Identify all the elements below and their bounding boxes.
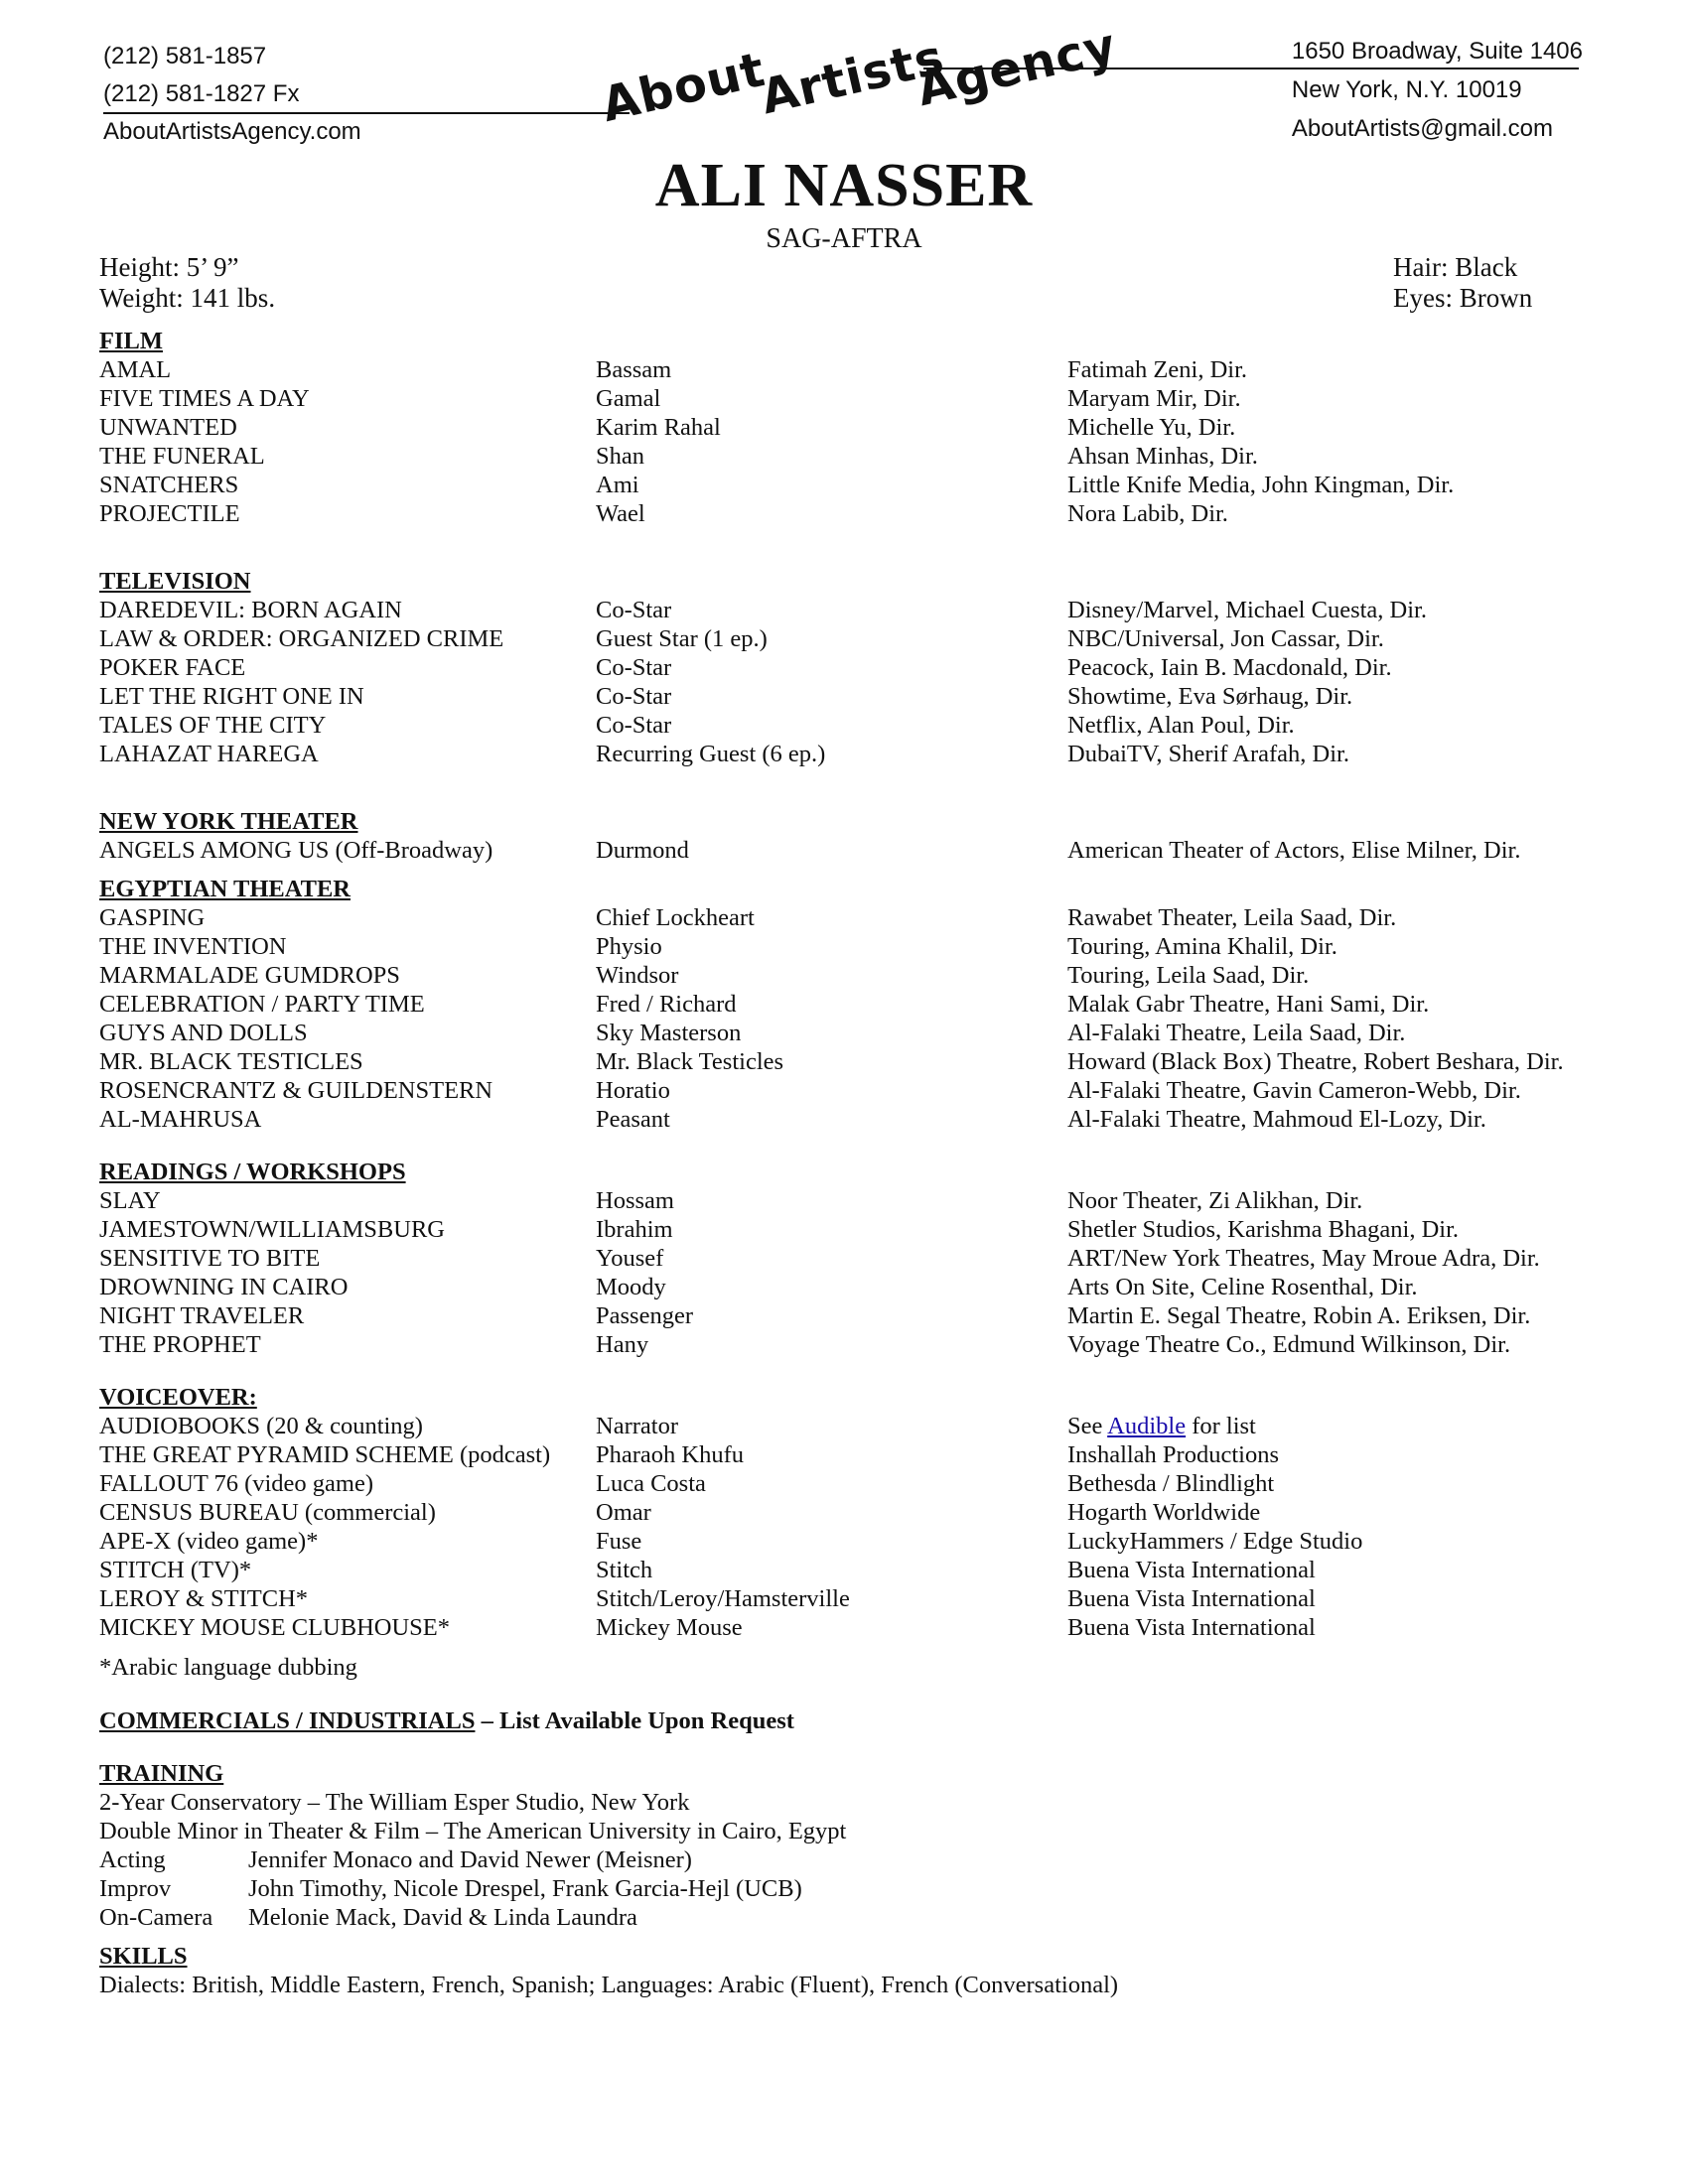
agency-phone: (212) 581-1857 — [103, 43, 267, 69]
credit-row — [99, 1047, 1589, 1076]
credit-title: CELEBRATION / PARTY TIME — [99, 991, 425, 1018]
credit-title: LAW & ORDER: ORGANIZED CRIME — [99, 625, 504, 652]
actor-eyes: Eyes: Brown — [1393, 283, 1533, 313]
actor-stats-left — [99, 252, 275, 314]
credit-title: THE FUNERAL — [99, 443, 265, 470]
credit-title: STITCH (TV)* — [99, 1557, 252, 1583]
credit-company: Hogarth Worldwide — [1067, 1499, 1261, 1526]
credit-company: American Theater of Actors, Elise Milner, Dir. — [1067, 837, 1521, 864]
credit-role: Chief Lockheart — [596, 904, 755, 931]
training-label: Improv — [99, 1875, 172, 1902]
credit-row — [99, 1613, 1589, 1642]
credit-role: Moody — [596, 1274, 666, 1300]
credit-row — [99, 711, 1589, 740]
credit-role: Stitch/Leroy/Hamsterville — [596, 1585, 850, 1612]
credit-title: TALES OF THE CITY — [99, 712, 327, 739]
credit-company: Rawabet Theater, Leila Saad, Dir. — [1067, 904, 1397, 931]
credit-role: Co-Star — [596, 683, 672, 710]
credit-title: GUYS AND DOLLS — [99, 1020, 308, 1046]
credit-role: Shan — [596, 443, 644, 470]
credit-row — [99, 1584, 1589, 1613]
actor-union: SAG-AFTRA — [766, 223, 922, 254]
training-row — [99, 1903, 1589, 1932]
credit-title: DAREDEVIL: BORN AGAIN — [99, 597, 402, 623]
training-value: Melonie Mack, David & Linda Laundra — [248, 1904, 637, 1931]
agency-website: AboutArtistsAgency.com — [103, 118, 361, 145]
credit-row — [99, 1105, 1589, 1134]
credit-company: Touring, Leila Saad, Dir. — [1067, 962, 1310, 989]
agency-logo — [596, 17, 1122, 134]
credit-company: Little Knife Media, John Kingman, Dir. — [1067, 472, 1455, 498]
credit-row — [99, 1527, 1589, 1556]
credit-title: DROWNING IN CAIRO — [99, 1274, 349, 1300]
credit-role: Luca Costa — [596, 1470, 706, 1497]
credit-company: Martin E. Segal Theatre, Robin A. Eriksen, Dir. — [1067, 1302, 1531, 1329]
commercials-line — [99, 1706, 1589, 1735]
credit-title: FALLOUT 76 (video game) — [99, 1470, 374, 1497]
credit-role: Wael — [596, 500, 645, 527]
credit-company: Touring, Amina Khalil, Dir. — [1067, 933, 1337, 960]
television-credits — [99, 596, 1589, 768]
credit-row — [99, 990, 1589, 1019]
credit-title: THE GREAT PYRAMID SCHEME (podcast) — [99, 1441, 551, 1468]
agency-email: AboutArtists@gmail.com — [1291, 115, 1553, 142]
credit-row — [99, 499, 1589, 528]
credit-role: Gamal — [596, 385, 661, 412]
section-title-ny-theater: NEW YORK THEATER — [99, 808, 358, 835]
credit-company: Al-Falaki Theatre, Leila Saad, Dir. — [1067, 1020, 1406, 1046]
credit-company: Nora Labib, Dir. — [1067, 500, 1228, 527]
readings-credits — [99, 1186, 1589, 1359]
credit-row — [99, 596, 1589, 624]
credit-title: MICKEY MOUSE CLUBHOUSE* — [99, 1614, 451, 1641]
actor-hair: Hair: Black — [1393, 252, 1518, 282]
credit-row — [99, 903, 1589, 932]
credit-role: Durmond — [596, 837, 689, 864]
section-title-voiceover: VOICEOVER: — [99, 1384, 257, 1411]
credit-title: CENSUS BUREAU (commercial) — [99, 1499, 436, 1526]
logo-word-about: About — [596, 41, 771, 134]
logo-word-artists: Artists — [756, 29, 950, 126]
credit-title: SNATCHERS — [99, 472, 239, 498]
credit-row — [99, 413, 1589, 442]
credit-title: FIVE TIMES A DAY — [99, 385, 310, 412]
credit-role: Physio — [596, 933, 662, 960]
training-row — [99, 1845, 1589, 1874]
credit-row — [99, 1556, 1589, 1584]
credit-title: GASPING — [99, 904, 206, 931]
credit-row — [99, 1469, 1589, 1498]
credit-role: Co-Star — [596, 654, 672, 681]
credit-role: Pharaoh Khufu — [596, 1441, 745, 1468]
audible-prefix: See — [1067, 1413, 1108, 1439]
voiceover-credits — [99, 1412, 1589, 1642]
credit-company: Bethesda / Blindlight — [1067, 1470, 1275, 1497]
credit-company — [1067, 1412, 1256, 1440]
training-row — [99, 1874, 1589, 1903]
credit-company: Buena Vista International — [1067, 1557, 1316, 1583]
credit-row — [99, 471, 1589, 499]
credit-role: Yousef — [596, 1245, 664, 1272]
credit-title: ROSENCRANTZ & GUILDENSTERN — [99, 1077, 493, 1104]
section-title-training: TRAINING — [99, 1760, 224, 1787]
credit-company: Disney/Marvel, Michael Cuesta, Dir. — [1067, 597, 1427, 623]
credit-role: Fred / Richard — [596, 991, 737, 1018]
credit-title: THE INVENTION — [99, 933, 287, 960]
credit-row — [99, 1019, 1589, 1047]
credit-title: POKER FACE — [99, 654, 246, 681]
credit-role: Mr. Black Testicles — [596, 1048, 784, 1075]
dubbing-note: *Arabic language dubbing — [99, 1654, 357, 1681]
actor-weight: Weight: 141 lbs. — [99, 283, 276, 313]
agency-address-line2: New York, N.Y. 10019 — [1291, 76, 1522, 103]
ny-theater-credits — [99, 836, 1589, 865]
credit-row — [99, 1244, 1589, 1273]
credit-row — [99, 384, 1589, 413]
credit-role: Horatio — [596, 1077, 670, 1104]
credit-title: THE PROPHET — [99, 1331, 261, 1358]
training-list — [99, 1788, 1589, 1932]
credit-company: Al-Falaki Theatre, Mahmoud El-Lozy, Dir. — [1067, 1106, 1486, 1133]
training-value: Jennifer Monaco and David Newer (Meisner) — [248, 1846, 692, 1873]
credit-company: Shetler Studios, Karishma Bhagani, Dir. — [1067, 1216, 1459, 1243]
credit-row — [99, 961, 1589, 990]
credit-company: NBC/Universal, Jon Cassar, Dir. — [1067, 625, 1384, 652]
audible-link[interactable]: Audible — [1107, 1413, 1187, 1439]
credit-company: LuckyHammers / Edge Studio — [1067, 1528, 1363, 1555]
credit-role: Windsor — [596, 962, 679, 989]
training-label: On-Camera — [99, 1904, 213, 1931]
credit-title: NIGHT TRAVELER — [99, 1302, 305, 1329]
credit-role: Karim Rahal — [596, 414, 721, 441]
credit-company: Buena Vista International — [1067, 1585, 1316, 1612]
commercials-note: – List Available Upon Request — [475, 1707, 794, 1734]
training-line: 2-Year Conservatory – The William Esper Studio, New York — [99, 1789, 690, 1816]
credit-company: Fatimah Zeni, Dir. — [1067, 356, 1247, 383]
credit-role: Sky Masterson — [596, 1020, 742, 1046]
credit-company: Howard (Black Box) Theatre, Robert Beshara, Dir. — [1067, 1048, 1564, 1075]
credit-title: LET THE RIGHT ONE IN — [99, 683, 364, 710]
credit-row — [99, 740, 1589, 768]
credit-title: MARMALADE GUMDROPS — [99, 962, 400, 989]
audible-suffix: for list — [1186, 1413, 1256, 1439]
credit-company: DubaiTV, Sherif Arafah, Dir. — [1067, 741, 1349, 767]
agency-contact-right — [1292, 32, 1583, 148]
credit-role: Hany — [596, 1331, 649, 1358]
credit-company: Malak Gabr Theatre, Hani Sami, Dir. — [1067, 991, 1430, 1018]
credit-company: Voyage Theatre Co., Edmund Wilkinson, Dir. — [1067, 1331, 1511, 1358]
credit-row — [99, 1301, 1589, 1330]
actor-name: ALI NASSER — [654, 152, 1034, 219]
credit-title: SLAY — [99, 1187, 161, 1214]
credit-role: Bassam — [596, 356, 672, 383]
section-title-skills: SKILLS — [99, 1943, 188, 1970]
credit-title: AMAL — [99, 356, 172, 383]
credit-row — [99, 1273, 1589, 1301]
credit-row — [99, 682, 1589, 711]
training-label: Acting — [99, 1846, 166, 1873]
credit-role: Passenger — [596, 1302, 693, 1329]
training-line: Double Minor in Theater & Film – The American University in Cairo, Egypt — [99, 1818, 847, 1844]
credit-row — [99, 355, 1589, 384]
section-title-television: TELEVISION — [99, 568, 251, 595]
credit-role: Ibrahim — [596, 1216, 673, 1243]
credit-row — [99, 1412, 1589, 1440]
credit-role: Ami — [596, 472, 639, 498]
agency-fax: (212) 581-1827 Fx — [103, 80, 300, 107]
credit-company: Al-Falaki Theatre, Gavin Cameron-Webb, Dir. — [1067, 1077, 1521, 1104]
credit-row — [99, 442, 1589, 471]
film-credits — [99, 355, 1589, 528]
credit-row — [99, 624, 1589, 653]
agency-letterhead — [0, 0, 1688, 159]
credit-company: Maryam Mir, Dir. — [1067, 385, 1241, 412]
credit-company: Showtime, Eva Sørhaug, Dir. — [1067, 683, 1353, 710]
credit-role: Co-Star — [596, 712, 672, 739]
logo-word-agency: Agency — [912, 17, 1122, 118]
agency-contact-left — [103, 38, 361, 151]
credit-company: Netflix, Alan Poul, Dir. — [1067, 712, 1295, 739]
credit-title: AL-MAHRUSA — [99, 1106, 262, 1133]
credit-row — [99, 1215, 1589, 1244]
credit-role: Hossam — [596, 1187, 674, 1214]
credit-title: AUDIOBOOKS (20 & counting) — [99, 1413, 423, 1439]
credit-row — [99, 932, 1589, 961]
credit-title: LEROY & STITCH* — [99, 1585, 309, 1612]
credit-company: Arts On Site, Celine Rosenthal, Dir. — [1067, 1274, 1418, 1300]
credit-role: Omar — [596, 1499, 651, 1526]
credit-title: JAMESTOWN/WILLIAMSBURG — [99, 1216, 445, 1243]
section-title-commercials: COMMERCIALS / INDUSTRIALS — [99, 1707, 476, 1734]
credit-row — [99, 1440, 1589, 1469]
credit-row — [99, 1330, 1589, 1359]
credit-role: Mickey Mouse — [596, 1614, 743, 1641]
credit-company: Buena Vista International — [1067, 1614, 1316, 1641]
credit-company: Michelle Yu, Dir. — [1067, 414, 1236, 441]
credit-row — [99, 1498, 1589, 1527]
section-title-readings: READINGS / WORKSHOPS — [99, 1159, 406, 1185]
credit-company: Inshallah Productions — [1067, 1441, 1279, 1468]
section-title-egyptian-theater: EGYPTIAN THEATER — [99, 876, 351, 902]
credit-title: MR. BLACK TESTICLES — [99, 1048, 363, 1075]
credit-role: Narrator — [596, 1413, 678, 1439]
actor-height: Height: 5’ 9” — [99, 252, 239, 282]
credit-row — [99, 836, 1589, 865]
credit-title: UNWANTED — [99, 414, 237, 441]
resume-body — [99, 328, 1589, 1999]
credit-role: Fuse — [596, 1528, 642, 1555]
egyptian-theater-credits — [99, 903, 1589, 1134]
credit-role: Co-Star — [596, 597, 672, 623]
credit-title: SENSITIVE TO BITE — [99, 1245, 321, 1272]
credit-row — [99, 1186, 1589, 1215]
letterhead-rule-left — [103, 112, 630, 114]
credit-title: ANGELS AMONG US (Off-Broadway) — [99, 837, 493, 864]
section-title-film: FILM — [99, 328, 163, 354]
credit-row — [99, 1076, 1589, 1105]
credit-company: Ahsan Minhas, Dir. — [1067, 443, 1258, 470]
credit-role: Recurring Guest (6 ep.) — [596, 741, 826, 767]
credit-role: Guest Star (1 ep.) — [596, 625, 768, 652]
credit-role: Peasant — [596, 1106, 670, 1133]
credit-company: ART/New York Theatres, May Mroue Adra, Dir. — [1067, 1245, 1540, 1272]
credit-company: Peacock, Iain B. Macdonald, Dir. — [1067, 654, 1392, 681]
training-value: John Timothy, Nicole Drespel, Frank Garcia-Hejl (UCB) — [248, 1875, 802, 1902]
credit-role: Stitch — [596, 1557, 653, 1583]
credit-title: APE-X (video game)* — [99, 1528, 319, 1555]
credit-row — [99, 653, 1589, 682]
skills-text: Dialects: British, Middle Eastern, French, Spanish; Languages: Arabic (Fluent), French (Conversational) — [99, 1972, 1119, 1998]
credit-title: LAHAZAT HAREGA — [99, 741, 319, 767]
actor-stats-right — [1393, 252, 1532, 314]
credit-company: Noor Theater, Zi Alikhan, Dir. — [1067, 1187, 1363, 1214]
agency-address-line1: 1650 Broadway, Suite 1406 — [1291, 38, 1583, 65]
credit-title: PROJECTILE — [99, 500, 240, 527]
